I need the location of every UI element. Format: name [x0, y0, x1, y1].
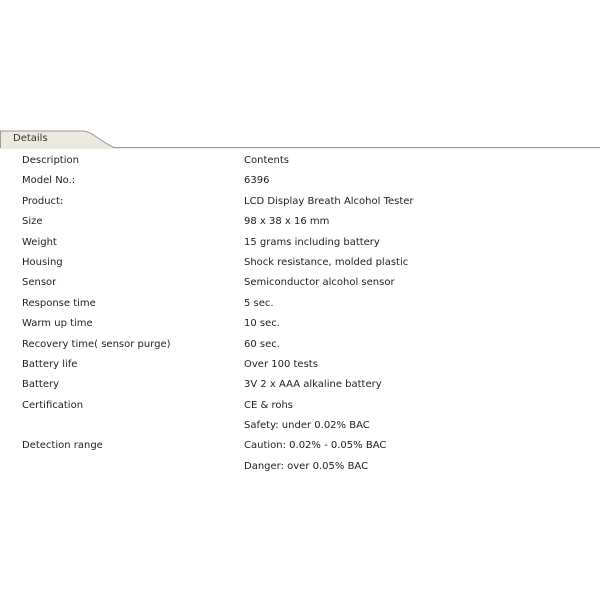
table-header-row [0, 151, 600, 171]
table-row [0, 294, 600, 314]
row-key: Housing [22, 256, 63, 268]
row-key: Recovery time( sensor purge) [22, 338, 171, 350]
row-key: Size [22, 216, 43, 228]
row-value: Shock resistance, molded plastic [244, 256, 409, 268]
row-key: Battery [22, 379, 60, 391]
row-value: 10 sec. [244, 318, 280, 330]
table-row [0, 233, 600, 253]
details-tab-bar [0, 130, 600, 149]
table-row [0, 335, 600, 355]
table-row [0, 192, 600, 212]
table-row [0, 273, 600, 293]
row-value: Danger: over 0.05% BAC [244, 460, 369, 472]
row-value: LCD Display Breath Alcohol Tester [244, 195, 414, 207]
row-value: 3V 2 x AAA alkaline battery [244, 379, 382, 391]
row-value: 6396 [244, 175, 270, 187]
tab-shape [0, 130, 600, 149]
row-value: 98 x 38 x 16 mm [244, 216, 330, 228]
row-key: Response time [22, 297, 96, 309]
row-key: Certification [22, 399, 84, 411]
header-contents: Contents [244, 155, 289, 166]
row-key: Sensor [22, 277, 57, 289]
table-row [0, 375, 600, 395]
row-value: Semiconductor alcohol sensor [244, 277, 395, 289]
row-key: Product: [22, 195, 64, 207]
row-value: 60 sec. [244, 338, 280, 350]
row-key: Model No.: [22, 175, 76, 187]
table-row [0, 416, 600, 436]
row-key: Detection range [22, 440, 103, 452]
details-table [0, 151, 600, 477]
table-row [0, 436, 600, 456]
row-value: Caution: 0.02% - 0.05% BAC [244, 440, 387, 452]
table-row [0, 355, 600, 375]
row-value: Over 100 tests [244, 358, 318, 370]
row-key: Weight [22, 236, 57, 248]
row-value: CE & rohs [244, 399, 294, 411]
table-row [0, 457, 600, 477]
details-tab-label[interactable]: Details [13, 133, 48, 144]
row-value: 15 grams including battery [244, 236, 380, 248]
table-row [0, 396, 600, 416]
table-row [0, 212, 600, 232]
table-row [0, 171, 600, 191]
row-key: Battery life [22, 358, 78, 370]
header-description: Description [22, 155, 79, 166]
row-value: Safety: under 0.02% BAC [244, 420, 370, 432]
table-row [0, 314, 600, 334]
row-value: 5 sec. [244, 297, 274, 309]
row-key: Warm up time [22, 318, 93, 330]
table-row [0, 253, 600, 273]
